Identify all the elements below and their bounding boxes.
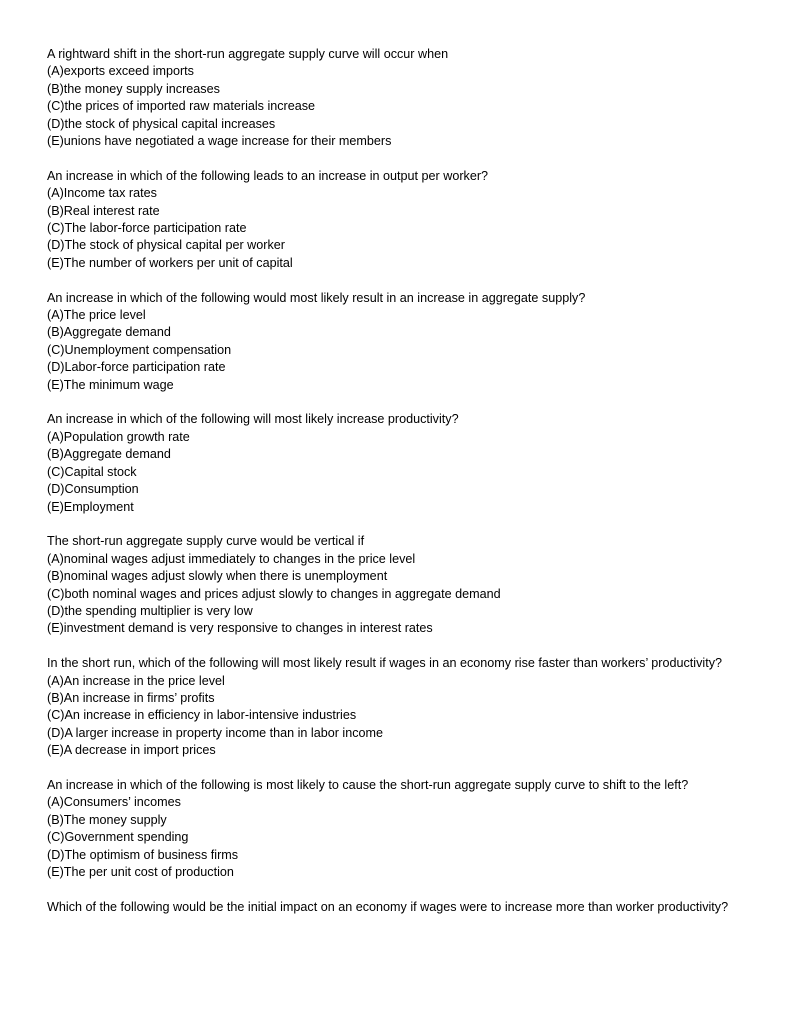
option-a: (A)Consumers’ incomes <box>47 795 181 810</box>
question-4 <box>47 411 757 515</box>
option-b: (B)The money supply <box>47 812 167 827</box>
option-b: (B)the money supply increases <box>47 81 220 96</box>
option-d: (D)The stock of physical capital per worker <box>47 238 285 253</box>
option-c: (C)The labor-force participation rate <box>47 221 247 236</box>
option-list <box>47 551 757 638</box>
option-d: (D)Consumption <box>47 482 139 497</box>
option-list <box>47 673 757 760</box>
option-e: (E)A decrease in import prices <box>47 743 216 758</box>
option-e: (E)The number of workers per unit of capital <box>47 255 293 270</box>
question-6 <box>47 655 757 759</box>
option-c: (C)Capital stock <box>47 464 137 479</box>
option-list <box>47 794 757 881</box>
question-stem: A rightward shift in the short-run aggregate supply curve will occur when <box>47 47 449 61</box>
option-b: (B)nominal wages adjust slowly when there is unemployment <box>47 569 388 584</box>
question-stem: An increase in which of the following is most likely to cause the short-run aggregate supply curve to shift to the left? <box>47 777 689 792</box>
option-e: (E)unions have negotiated a wage increase for their members <box>47 134 392 149</box>
option-c: (C)the prices of imported raw materials increase <box>47 99 316 114</box>
question-stem: In the short run, which of the following will most likely result if wages in an economy rise faster than workers’ productivity? <box>47 656 722 671</box>
option-b: (B)Aggregate demand <box>47 447 171 462</box>
option-a: (A)nominal wages adjust immediately to changes in the price level <box>47 551 416 566</box>
question-stem: Which of the following would be the initial impact on an economy if wages were to increase more than worker productivity? <box>47 899 729 914</box>
option-e: (E)The minimum wage <box>47 377 174 392</box>
question-1 <box>47 46 757 150</box>
option-e: (E)Employment <box>47 499 134 514</box>
question-5 <box>47 533 757 637</box>
option-d: (D)Labor-force participation rate <box>47 360 226 375</box>
option-list <box>47 307 757 394</box>
option-list <box>47 185 757 272</box>
option-list <box>47 429 757 516</box>
option-list <box>47 63 757 150</box>
option-d: (D)the stock of physical capital increases <box>47 116 276 131</box>
option-c: (C)both nominal wages and prices adjust slowly to changes in aggregate demand <box>47 586 501 601</box>
question-8 <box>47 899 757 916</box>
option-e: (E)The per unit cost of production <box>47 865 234 879</box>
option-a: (A)The price level <box>47 308 146 323</box>
option-c: (C)Government spending <box>47 830 189 845</box>
option-d: (D)the spending multiplier is very low <box>47 603 253 618</box>
option-b: (B)Aggregate demand <box>47 325 171 340</box>
option-a: (A)Population growth rate <box>47 429 190 444</box>
document-page <box>47 46 757 934</box>
question-stem: An increase in which of the following leads to an increase in output per worker? <box>47 168 489 183</box>
question-stem: An increase in which of the following would most likely result in an increase in aggregate supply? <box>47 290 586 305</box>
option-d: (D)A larger increase in property income than in labor income <box>47 725 383 740</box>
question-2 <box>47 168 757 272</box>
option-b: (B)An increase in firms’ profits <box>47 690 215 705</box>
option-d: (D)The optimism of business firms <box>47 847 239 862</box>
question-stem: The short-run aggregate supply curve would be vertical if <box>47 534 365 549</box>
option-a: (A)Income tax rates <box>47 186 157 201</box>
question-3 <box>47 290 757 394</box>
option-c: (C)Unemployment compensation <box>47 342 232 357</box>
option-a: (A)exports exceed imports <box>47 64 194 79</box>
question-7 <box>47 777 757 881</box>
option-b: (B)Real interest rate <box>47 203 160 218</box>
question-stem: An increase in which of the following will most likely increase productivity? <box>47 412 459 427</box>
option-e: (E)investment demand is very responsive to changes in interest rates <box>47 621 433 636</box>
option-a: (A)An increase in the price level <box>47 673 225 688</box>
option-c: (C)An increase in efficiency in labor-intensive industries <box>47 708 357 723</box>
